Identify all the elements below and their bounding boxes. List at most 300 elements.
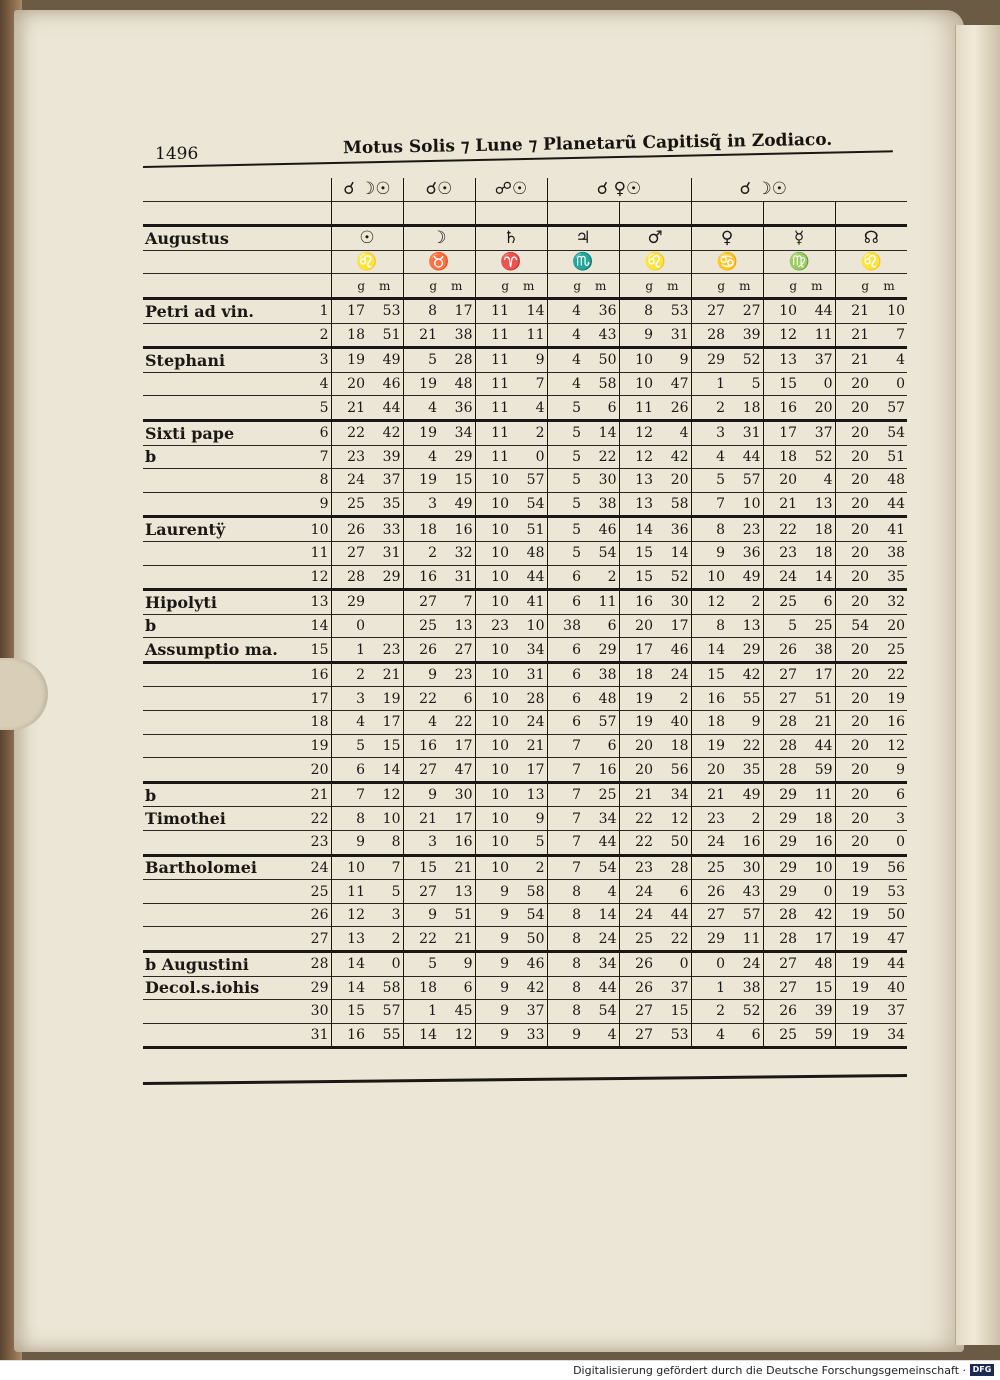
degree-value: 10 <box>475 758 511 783</box>
minute-value: 38 <box>598 496 617 513</box>
minute-value <box>367 614 403 638</box>
minute-value: 51 <box>526 521 545 538</box>
minute-value: 23 <box>382 641 401 658</box>
day-number: 7 <box>319 448 329 465</box>
minute-value: 37 <box>814 352 833 369</box>
minute-value: 37 <box>887 1003 906 1020</box>
minute-value: 19 <box>887 690 906 707</box>
degree-value: 13 <box>763 348 799 373</box>
minute-value: 9 <box>535 810 545 827</box>
minute-value: 7 <box>391 859 401 876</box>
degree-value: 20 <box>835 517 871 542</box>
degree-value: 20 <box>835 807 871 831</box>
minute-value: 37 <box>814 425 833 442</box>
degree-value: 12 <box>763 323 799 348</box>
day-row <box>143 420 907 445</box>
degree-value: 20 <box>619 734 655 758</box>
minute-value: 11 <box>742 930 761 947</box>
degree-value: 20 <box>835 662 871 687</box>
degree-value: 14 <box>619 517 655 542</box>
feast-name <box>143 880 293 904</box>
minute-value: 44 <box>814 737 833 754</box>
minute-value: 15 <box>454 472 473 489</box>
minute-value: 11 <box>814 787 833 804</box>
degree-value: 1 <box>331 638 367 663</box>
minute-value: 31 <box>454 568 473 585</box>
minute-value: 11 <box>598 594 617 611</box>
minute-value: 19 <box>382 690 401 707</box>
day-number: 30 <box>310 1003 329 1020</box>
unit-minute-label: m <box>739 278 751 293</box>
minute-value: 22 <box>598 448 617 465</box>
minute-value: 22 <box>887 667 906 684</box>
minute-value: 58 <box>670 496 689 513</box>
degree-value: 4 <box>547 372 583 396</box>
unit-degree-label: g <box>835 274 871 299</box>
degree-value: 12 <box>331 903 367 927</box>
degree-value: 16 <box>691 687 727 711</box>
feast-name <box>143 662 293 687</box>
minute-value: 52 <box>814 448 833 465</box>
minute-value: 14 <box>526 303 545 320</box>
minute-value: 12 <box>887 737 906 754</box>
day-row <box>143 976 907 1000</box>
day-number: 12 <box>310 568 329 585</box>
degree-value: 20 <box>835 492 871 517</box>
minute-value: 56 <box>670 761 689 778</box>
degree-value: 20 <box>835 565 871 590</box>
minute-value: 53 <box>887 883 906 900</box>
minute-value: 4 <box>607 1027 617 1044</box>
day-row <box>143 782 907 807</box>
footer-bar <box>0 1360 1000 1380</box>
aries-icon: ♈ <box>475 250 547 274</box>
minute-value: 26 <box>670 399 689 416</box>
minute-value: 35 <box>887 568 906 585</box>
degree-value: 14 <box>403 1023 439 1048</box>
day-row <box>143 590 907 615</box>
minute-value: 0 <box>823 376 833 393</box>
degree-value: 0 <box>691 952 727 977</box>
minute-value: 38 <box>454 326 473 343</box>
minute-value: 57 <box>887 399 906 416</box>
degree-value: 16 <box>763 396 799 421</box>
unit-degree-label: g <box>403 274 439 299</box>
day-number: 6 <box>319 425 329 442</box>
degree-value: 26 <box>619 952 655 977</box>
minute-value: 34 <box>526 641 545 658</box>
degree-value: 8 <box>547 1000 583 1024</box>
minute-value: 21 <box>814 714 833 731</box>
day-number: 14 <box>310 617 329 634</box>
feast-name <box>143 758 293 783</box>
minute-value: 24 <box>742 956 761 973</box>
minute-value: 28 <box>670 859 689 876</box>
degree-value: 6 <box>547 565 583 590</box>
degree-value: 20 <box>835 687 871 711</box>
minute-value: 43 <box>742 883 761 900</box>
minute-value: 13 <box>742 617 761 634</box>
minute-value: 7 <box>535 376 545 393</box>
minute-value: 9 <box>535 352 545 369</box>
page-title: Motus Solis ⁊ Lune ⁊ Planetarũ Capitisq̃ in Zodiaco. <box>342 129 833 159</box>
minute-value: 2 <box>679 690 689 707</box>
degree-value: 0 <box>331 614 367 638</box>
page-edges <box>955 25 1000 1345</box>
conjunction-label: ☍☉ <box>475 178 547 201</box>
minute-value: 42 <box>742 667 761 684</box>
leo-icon: ♌ <box>331 250 403 274</box>
degree-value: 7 <box>547 758 583 783</box>
minute-value: 44 <box>887 956 906 973</box>
degree-value: 29 <box>691 927 727 952</box>
feast-name <box>143 396 293 421</box>
minute-value: 41 <box>526 594 545 611</box>
degree-value: 24 <box>331 469 367 493</box>
degree-value: 3 <box>331 687 367 711</box>
minute-value: 46 <box>526 956 545 973</box>
minute-value: 2 <box>535 425 545 442</box>
unit-degree-label: g <box>691 274 727 299</box>
degree-value: 8 <box>331 807 367 831</box>
degree-value: 8 <box>691 517 727 542</box>
minute-value: 16 <box>887 714 906 731</box>
degree-value: 8 <box>547 976 583 1000</box>
day-row <box>143 831 907 856</box>
degree-value: 25 <box>691 855 727 880</box>
feast-name: b <box>145 447 157 467</box>
day-row <box>143 880 907 904</box>
degree-value: 27 <box>403 758 439 783</box>
minute-value: 21 <box>454 930 473 947</box>
degree-value: 5 <box>691 469 727 493</box>
degree-value: 19 <box>835 903 871 927</box>
minute-value: 34 <box>887 1027 906 1044</box>
minute-value: 20 <box>814 399 833 416</box>
minute-value: 15 <box>814 979 833 996</box>
degree-value: 19 <box>835 976 871 1000</box>
minute-value: 25 <box>598 787 617 804</box>
feast-name: Decol.s.iohis <box>145 978 260 998</box>
degree-value: 10 <box>475 807 511 831</box>
minute-value: 17 <box>382 714 401 731</box>
minute-value: 11 <box>814 326 833 343</box>
degree-value: 23 <box>331 445 367 469</box>
day-row <box>143 662 907 687</box>
minute-value: 2 <box>751 810 761 827</box>
degree-value: 15 <box>691 662 727 687</box>
minute-value: 54 <box>526 496 545 513</box>
day-row <box>143 711 907 735</box>
taurus-icon: ♉ <box>403 250 475 274</box>
minute-value: 22 <box>454 714 473 731</box>
degree-value: 11 <box>475 420 511 445</box>
degree-value: 5 <box>547 445 583 469</box>
minute-value: 59 <box>814 761 833 778</box>
minute-value: 17 <box>454 303 473 320</box>
minute-value: 49 <box>382 352 401 369</box>
degree-value: 26 <box>403 638 439 663</box>
minute-value: 37 <box>382 472 401 489</box>
minute-value: 30 <box>454 787 473 804</box>
degree-value: 27 <box>619 1023 655 1048</box>
day-row <box>143 541 907 565</box>
minute-value: 38 <box>598 667 617 684</box>
minute-value: 37 <box>670 979 689 996</box>
degree-value: 26 <box>763 638 799 663</box>
minute-value: 18 <box>742 399 761 416</box>
degree-value: 21 <box>835 348 871 373</box>
minute-value: 14 <box>382 761 401 778</box>
unit-minute-label: m <box>595 278 607 293</box>
minute-value: 31 <box>742 425 761 442</box>
degree-value: 18 <box>619 662 655 687</box>
degree-value: 3 <box>403 831 439 856</box>
scorpio-icon: ♏ <box>547 250 619 274</box>
day-number: 24 <box>310 859 329 876</box>
minute-value: 46 <box>382 376 401 393</box>
minute-value: 42 <box>382 425 401 442</box>
page-number: 1496 <box>155 144 199 164</box>
minute-value: 17 <box>670 617 689 634</box>
degree-value: 21 <box>403 323 439 348</box>
minute-value: 29 <box>454 448 473 465</box>
minute-value: 4 <box>607 883 617 900</box>
minute-value: 6 <box>823 594 833 611</box>
degree-value: 9 <box>475 903 511 927</box>
feast-name <box>143 687 293 711</box>
degree-value: 4 <box>403 396 439 421</box>
minute-value: 17 <box>454 737 473 754</box>
day-row <box>143 614 907 638</box>
degree-value: 1 <box>403 1000 439 1024</box>
footer-text: Digitalisierung gefördert durch die Deutsche Forschungsgemeinschaft · <box>573 1364 966 1377</box>
degree-value: 28 <box>691 323 727 348</box>
minute-value: 38 <box>887 545 906 562</box>
degree-value: 7 <box>547 807 583 831</box>
day-number: 25 <box>310 883 329 900</box>
degree-value: 19 <box>619 687 655 711</box>
minute-value: 22 <box>742 737 761 754</box>
degree-value: 10 <box>475 831 511 856</box>
minute-value: 35 <box>382 496 401 513</box>
degree-value: 7 <box>547 734 583 758</box>
minute-value: 34 <box>598 956 617 973</box>
degree-value: 28 <box>763 758 799 783</box>
degree-value: 8 <box>403 298 439 323</box>
minute-value: 0 <box>679 956 689 973</box>
degree-value: 9 <box>475 952 511 977</box>
degree-value: 29 <box>763 807 799 831</box>
degree-value: 6 <box>547 590 583 615</box>
minute-value: 21 <box>526 737 545 754</box>
day-number: 3 <box>319 352 329 369</box>
minute-value: 5 <box>391 883 401 900</box>
day-number: 16 <box>310 667 329 684</box>
day-number: 2 <box>319 326 329 343</box>
minute-value: 52 <box>742 352 761 369</box>
degree-value: 24 <box>619 903 655 927</box>
minute-value: 18 <box>670 737 689 754</box>
day-row <box>143 323 907 348</box>
conjunction-label: ☌ ☽☉ <box>691 178 835 201</box>
degree-value: 11 <box>475 445 511 469</box>
degree-value: 15 <box>403 855 439 880</box>
minute-value: 40 <box>887 979 906 996</box>
sun-icon: ☉ <box>331 226 403 251</box>
degree-value: 17 <box>331 298 367 323</box>
degree-value: 10 <box>475 855 511 880</box>
degree-value: 27 <box>763 687 799 711</box>
day-row <box>143 807 907 831</box>
unit-minute-label: m <box>667 278 679 293</box>
minute-value: 24 <box>526 714 545 731</box>
degree-value: 10 <box>475 734 511 758</box>
minute-value: 31 <box>382 545 401 562</box>
feast-name <box>143 492 293 517</box>
degree-value: 10 <box>475 565 511 590</box>
degree-value: 20 <box>835 590 871 615</box>
feast-name <box>143 469 293 493</box>
degree-value: 20 <box>835 711 871 735</box>
day-row <box>143 1023 907 1048</box>
degree-value: 20 <box>835 469 871 493</box>
degree-value: 29 <box>763 782 799 807</box>
minute-value: 10 <box>742 496 761 513</box>
minute-value: 10 <box>526 617 545 634</box>
degree-value: 8 <box>547 880 583 904</box>
conjunction-label: ☌ ♀☉ <box>547 178 691 201</box>
degree-value: 15 <box>763 372 799 396</box>
degree-value: 23 <box>619 855 655 880</box>
minute-value: 47 <box>887 930 906 947</box>
dfg-logo: DFG <box>970 1364 994 1376</box>
minute-value: 53 <box>670 1027 689 1044</box>
minute-value: 16 <box>598 761 617 778</box>
degree-value: 10 <box>475 662 511 687</box>
degree-value: 15 <box>619 541 655 565</box>
degree-value: 11 <box>331 880 367 904</box>
degree-value: 20 <box>835 638 871 663</box>
degree-value: 10 <box>619 348 655 373</box>
minute-value: 57 <box>382 1003 401 1020</box>
day-row <box>143 445 907 469</box>
day-number: 27 <box>310 930 329 947</box>
degree-value: 11 <box>475 323 511 348</box>
degree-value: 20 <box>835 734 871 758</box>
minute-value: 0 <box>896 376 906 393</box>
degree-value: 16 <box>403 565 439 590</box>
minute-value: 54 <box>598 545 617 562</box>
leo-icon: ♌ <box>619 250 691 274</box>
degree-value: 6 <box>547 711 583 735</box>
day-row <box>143 734 907 758</box>
minute-value: 29 <box>382 568 401 585</box>
lunar-node-icon: ☊ <box>835 226 907 251</box>
minute-value: 46 <box>670 641 689 658</box>
degree-value: 9 <box>475 880 511 904</box>
feast-name: Stephani <box>145 350 226 370</box>
day-row <box>143 396 907 421</box>
minute-value: 6 <box>679 883 689 900</box>
degree-value: 7 <box>331 782 367 807</box>
degree-value: 12 <box>619 420 655 445</box>
unit-degree-label: g <box>331 274 367 299</box>
minute-value: 54 <box>598 1003 617 1020</box>
minute-value: 39 <box>382 448 401 465</box>
degree-value: 4 <box>691 445 727 469</box>
minute-value <box>367 590 403 615</box>
minute-value: 25 <box>814 617 833 634</box>
degree-value: 18 <box>403 517 439 542</box>
minute-value: 7 <box>896 326 906 343</box>
minute-value: 44 <box>887 496 906 513</box>
degree-value: 5 <box>763 614 799 638</box>
minute-value: 44 <box>742 448 761 465</box>
degree-value: 11 <box>619 396 655 421</box>
degree-value: 21 <box>619 782 655 807</box>
degree-value: 5 <box>547 517 583 542</box>
minute-value: 33 <box>526 1027 545 1044</box>
minute-value: 51 <box>814 690 833 707</box>
minute-value: 35 <box>742 761 761 778</box>
degree-value: 17 <box>763 420 799 445</box>
degree-value: 2 <box>691 1000 727 1024</box>
degree-value: 21 <box>835 323 871 348</box>
minute-value: 31 <box>670 326 689 343</box>
degree-value: 19 <box>835 1023 871 1048</box>
minute-value: 8 <box>391 834 401 851</box>
degree-value: 26 <box>331 517 367 542</box>
degree-value: 9 <box>619 323 655 348</box>
minute-value: 41 <box>887 521 906 538</box>
minute-value: 18 <box>814 521 833 538</box>
degree-value: 5 <box>547 420 583 445</box>
minute-value: 44 <box>670 907 689 924</box>
degree-value: 12 <box>691 590 727 615</box>
degree-value: 29 <box>763 831 799 856</box>
degree-value: 8 <box>547 952 583 977</box>
degree-value: 8 <box>547 903 583 927</box>
unit-minute-label: m <box>883 278 895 293</box>
degree-value: 26 <box>619 976 655 1000</box>
minute-value: 49 <box>454 496 473 513</box>
minute-value: 40 <box>670 714 689 731</box>
minute-value: 14 <box>814 568 833 585</box>
day-number: 5 <box>319 399 329 416</box>
feast-name <box>143 323 293 348</box>
degree-value: 10 <box>331 855 367 880</box>
minute-value: 27 <box>742 303 761 320</box>
degree-value: 13 <box>619 469 655 493</box>
minute-value: 48 <box>526 545 545 562</box>
degree-value: 22 <box>619 831 655 856</box>
degree-value: 5 <box>403 952 439 977</box>
minute-value: 3 <box>391 907 401 924</box>
day-row <box>143 903 907 927</box>
minute-value: 16 <box>814 834 833 851</box>
degree-value: 1 <box>691 976 727 1000</box>
minute-value: 53 <box>670 303 689 320</box>
unit-minute-label: m <box>523 278 535 293</box>
degree-value: 2 <box>691 396 727 421</box>
degree-value: 22 <box>763 517 799 542</box>
jupiter-icon: ♃ <box>547 226 619 251</box>
minute-value: 2 <box>391 930 401 947</box>
minute-value: 36 <box>454 399 473 416</box>
minute-value: 56 <box>887 859 906 876</box>
day-row <box>143 1000 907 1024</box>
